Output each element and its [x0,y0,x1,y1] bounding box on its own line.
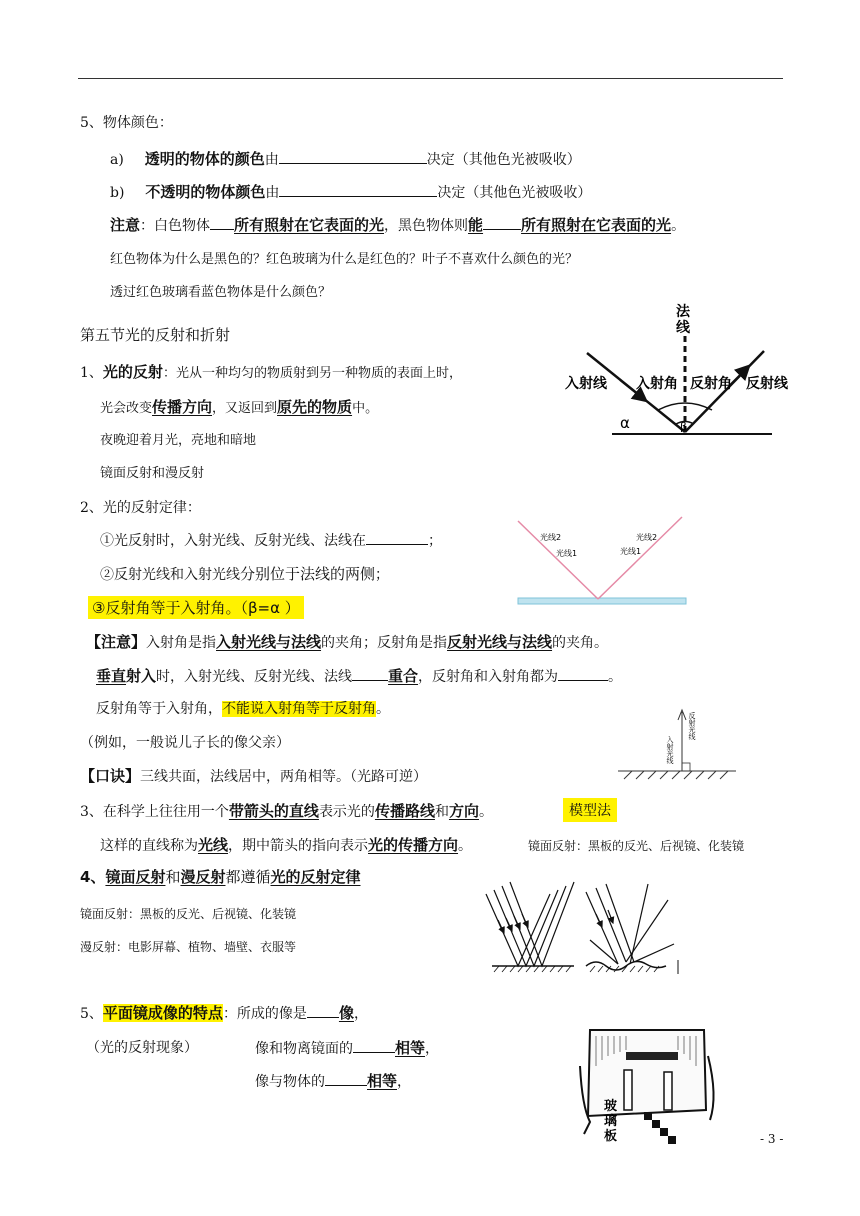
label-normal-1: 法 [676,304,690,320]
label-ray2-right: 光线2 [636,533,658,542]
mirror-examples-side: 镜面反射：黑板的反光、后视镜、化装镜 [528,839,745,853]
blank [279,182,437,197]
blank [352,666,388,681]
header-rule [78,78,783,79]
color-question-2: 透过红色玻璃看蓝色物体是什么颜色？ [110,285,332,300]
candle-right [664,1072,672,1110]
color-item-a: a) 透明的物体的颜色由 决定（其他色光被吸收） [110,150,581,168]
law-example: （例如，一般说儿子长的像父亲） [80,735,290,751]
reflection-kinds: 4、镜面反射和漫反射都遵循光的反射定律 [80,868,361,886]
label-reflected-angle: 反射角 [690,376,732,392]
law-heading: 2、光的反射定律： [80,500,201,516]
law-mnemonic: 【口诀】三线共面，法线居中，两角相等。（光路可逆） [80,767,428,785]
glass-plate-diagram [578,1026,724,1146]
law-rule-3: ③反射角等于入射角。（β=α ） [88,596,304,619]
mirror-examples: 镜面反射：黑板的反光、后视镜、化装镜 [80,907,297,921]
label-incident: 入射光线 [666,736,674,764]
label-glass-3: 板 [604,1129,618,1144]
plane-mirror-note: （光的反射现象） [86,1040,198,1056]
right-hand [708,1056,714,1120]
right-angle-mark [682,763,690,771]
blank [325,1071,367,1086]
label-reflected: 反射光线 [688,712,696,740]
label-ray1-left: 光线1 [556,549,578,558]
reflection-def: 1、光的反射：光从一种均匀的物质射到另一种物质的表面上时， [80,363,462,381]
label-glass-1: 玻 [604,1099,618,1114]
mirror-surface [518,598,686,604]
blank [558,666,608,681]
label-ray2-left: 光线2 [540,533,562,542]
vertical-incidence-diagram [618,700,738,780]
color-note: 注意：白色物体 所有照射在它表面的光，黑色物体则能 所有照射在它表面的光。 [110,216,686,234]
label-ray1-right: 光线1 [620,547,642,556]
reflected-ray [598,517,682,599]
law-rule-2: ②反射光线和入射光线分别位于法线的两侧； [100,565,390,583]
model-line-1: 3、在科学上往往用一个带箭头的直线表示光的传播路线和方向。 [80,802,493,820]
light-ray-diagram [516,516,688,606]
measuring-strip [644,1112,676,1144]
law-rule-1: ①光反射时，入射光线、反射光线、法线在 ； [100,530,442,550]
label-incident-angle: 入射角 [636,376,678,392]
plane-mirror-line-3: 像与物体的 相等， [255,1072,412,1090]
label-normal-2: 线 [676,320,690,336]
reflection-types: 镜面反射和漫反射 [100,466,205,481]
label-alpha: α [620,414,630,432]
page-number: - 3 - [760,1132,784,1146]
blank [366,530,428,545]
reflection-example: 夜晚迎着月光，亮地和暗地 [100,433,257,448]
reflection-angle-diagram [560,296,788,441]
law-vertical: 垂直射入时，入射光线、反射光线、法线 重合，反射角和入射角都为 。 [96,667,623,685]
law-note: 【注意】入射角是指入射光线与法线的夹角；反射角是指反射光线与法线的夹角。 [86,633,609,651]
diffuse-examples: 漫反射：电影屏幕、植物、墙壁、衣服等 [80,940,297,954]
label-glass-2: 璃 [604,1114,618,1129]
label-reflected-ray: 反射线 [746,376,788,392]
model-method-badge: 模型法 [563,798,617,822]
specular-diffuse-diagram [478,880,688,976]
color-heading: 5、物体颜色： [80,115,173,131]
specular-panel [486,882,574,972]
model-line-2: 这样的直线称为光线，期中箭头的指向表示光的传播方向。 [100,836,473,854]
color-item-b: b) 不透明的物体颜色由 决定（其他色光被吸收） [110,183,592,201]
label-beta: β [680,420,688,433]
ruler-top [626,1052,678,1060]
blank [279,149,427,164]
blank [483,215,521,230]
reflection-def-line2: 光会改变传播方向，又返回到原先的物质中。 [100,398,379,416]
label-incident-ray: 入射线 [565,376,607,392]
diffuse-panel [586,884,678,974]
mirror-hatching [624,771,728,779]
candle-left [624,1070,632,1110]
blank [210,215,234,230]
plane-mirror-line-2: 像和物离镜面的 相等， [255,1039,440,1057]
color-question-1: 红色物体为什么是黑色的？红色玻璃为什么是红色的？叶子不喜欢什么颜色的光？ [110,252,579,267]
section-title: 第五节光的反射和折射 [80,326,231,344]
law-equal: 反射角等于入射角，不能说入射角等于反射角。 [96,701,390,717]
plane-mirror-line-1: 5、平面镜成像的特点：所成的像是 像， [80,1004,368,1022]
blank [307,1003,339,1018]
blank [353,1038,395,1053]
